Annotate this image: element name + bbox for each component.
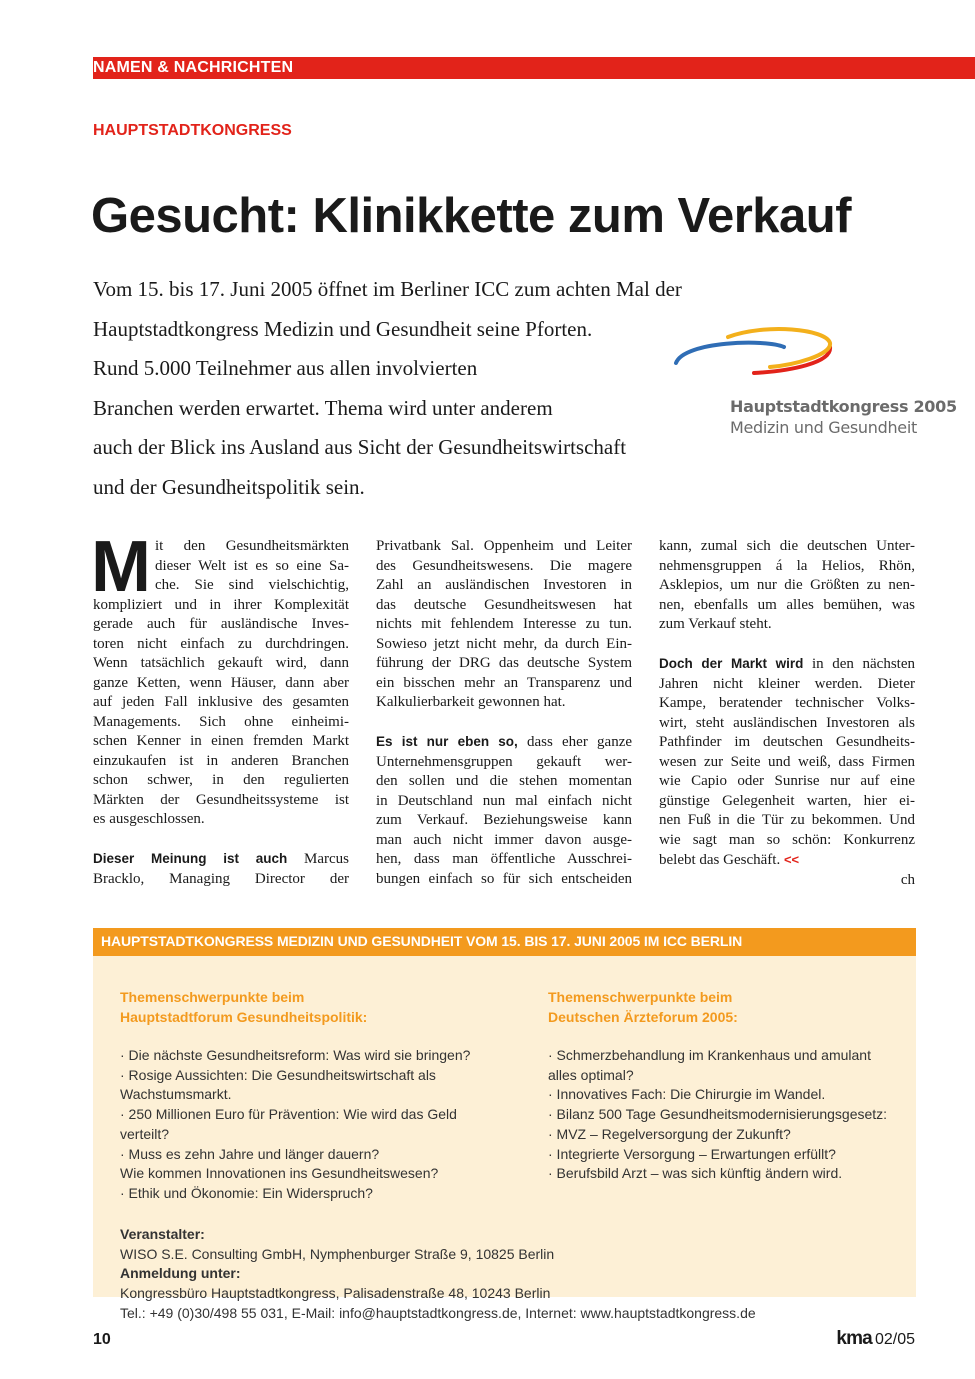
- body-line: Kampe, beratender technischer Volks-: [659, 695, 915, 711]
- body-line: wesen zur Seite und weiß, dass Firmen: [659, 753, 915, 770]
- body-line: Kalkulierbarkeit gewonnen hat.: [376, 694, 566, 710]
- infobox-footer: [120, 1225, 756, 1324]
- list-item: verteilt?: [120, 1125, 170, 1142]
- body-line: ganze Ketten, wenn Häuser, dann aber: [93, 674, 349, 691]
- body-line: kann, zumal sich die deutschen Unter-: [659, 538, 915, 554]
- article-lead: [93, 270, 713, 507]
- body-line: kompliziert und in ihrer Komplexität: [93, 596, 349, 613]
- body-line: schen Kenner in einen fremden Markt: [93, 733, 349, 749]
- article-column-1: [91, 527, 349, 889]
- body-line: Dieser Meinung ist auch Marcus: [93, 851, 349, 867]
- body-line: auf jeden Fall inklusive des gesamten: [93, 694, 349, 710]
- body-line: Es ist nur eben so, dass eher ganze: [376, 734, 633, 750]
- body-line: Privatbank Sal. Oppenheim und Leiter: [376, 538, 632, 554]
- magazine-logo: kma: [836, 1328, 872, 1349]
- article-kicker: HAUPTSTADTKONGRESS: [93, 122, 292, 139]
- body-line: Pathfinder im deutschen Gesundheits-: [659, 734, 915, 750]
- paragraph-lead-in: Doch der Markt wird: [659, 656, 804, 671]
- body-line: wirt, steht ausländischen Investoren als: [659, 714, 915, 731]
- body-line: bungen einfach so für sich entscheiden: [376, 870, 632, 887]
- body-line: hen, dass man öffentliche Ausschrei-: [376, 851, 632, 867]
- body-line: es ausgeschlossen.: [93, 811, 205, 827]
- body-line: zum Verkauf steht.: [659, 616, 772, 632]
- infobox-left-list: [120, 1046, 470, 1204]
- logo-title: Hauptstadtkongress 2005: [730, 397, 957, 416]
- paragraph-lead-in: Dieser Meinung ist auch: [93, 851, 288, 866]
- body-line: man auch nicht immer davon ausge-: [376, 831, 632, 848]
- issue-number: 02/05: [874, 1331, 915, 1348]
- lead-line: Vom 15. bis 17. Juni 2005 öffnet im Berliner ICC zum achten Mal der: [93, 277, 682, 301]
- page-number: 10: [93, 1331, 111, 1348]
- body-line: toren nicht einfach zu durchdringen.: [93, 635, 349, 652]
- body-line: it den Gesundheitsmärkten: [154, 538, 349, 554]
- list-item: · Rosige Aussichten: Die Gesundheitswirtschaft als: [120, 1066, 436, 1083]
- section-label: NAMEN & NACHRICHTEN: [93, 59, 294, 76]
- body-line: nen Fuß in die Tür zu bekommen. Und: [659, 812, 915, 828]
- body-line: nen, ebenfalls um alles bemühen, was: [659, 596, 915, 613]
- end-mark: <<: [783, 852, 800, 867]
- body-line: Wenn tatsächlich gekauft wird, dann: [93, 655, 349, 671]
- section-bar: [93, 57, 975, 79]
- lead-line: Rund 5.000 Teilnehmer aus allen involvierten: [93, 356, 478, 380]
- body-line: in Deutschland nun mal einfach nicht: [376, 792, 632, 809]
- paragraph-lead-in: Es ist nur eben so,: [376, 734, 518, 749]
- list-item: · MVZ – Regelversorgung der Zukunft?: [548, 1125, 791, 1142]
- list-item: · Bilanz 500 Tage Gesundheitsmodernisierungsgesetz:: [548, 1106, 888, 1123]
- body-line: nehmensgruppen á la Helios, Rhön,: [659, 557, 915, 574]
- registration-line: Anmeldung unter: Kongressbüro Hauptstadtkongress, Palisadenstraße 48, 10243 Berlin: [120, 1265, 551, 1302]
- contact-line: Tel.: +49 (0)30/498 55 031, E-Mail: info@hauptstadtkongress.de, Internet: www.hauptstadtkongress.de: [120, 1304, 756, 1321]
- list-item: · Berufsbild Arzt – was sich künftig ändern wird.: [548, 1165, 843, 1182]
- body-line: zum Verkauf. Beziehungsweise kann: [376, 812, 632, 828]
- body-line: des Gesundheitswesens. Die magere: [376, 557, 632, 574]
- body-line: einzukaufen ist in anderen Branchen: [93, 752, 349, 769]
- body-line: wie sagt man so schön: Konkurrenz: [659, 831, 915, 848]
- list-item: Wachstumsmarkt.: [120, 1086, 232, 1103]
- author-initials: ch: [900, 871, 915, 888]
- infobox-right-heading: Themenschwerpunkte beim Deutschen Ärzteforum 2005:: [548, 989, 738, 1025]
- lead-line: Branchen werden erwartet. Thema wird unter anderem: [93, 395, 553, 420]
- article-headline: Gesucht: Klinikkette zum Verkauf: [91, 189, 852, 243]
- body-line: Märkten der Gesundheitssysteme ist: [93, 791, 349, 808]
- body-line: Asklepios, um nur die Größten zu nen-: [659, 577, 915, 593]
- organizer-line: Veranstalter: WISO S.E. Consulting GmbH, Nymphenburger Straße 9, 10825 Berlin: [120, 1226, 555, 1262]
- lead-line: auch der Blick ins Ausland aus Sicht der Gesundheitswirtschaft: [93, 435, 627, 459]
- list-item: · Die nächste Gesundheitsreform: Was wird sie bringen?: [120, 1047, 471, 1063]
- lead-line: und der Gesundheitspolitik sein.: [93, 474, 365, 499]
- body-line: nichts mit fehlendem Interesse zu tun.: [376, 616, 632, 632]
- congress-logo: [670, 325, 960, 445]
- body-line: Unternehmensgruppen gekauft wer-: [376, 753, 632, 770]
- body-line: che. Sie sind vielschichtig,: [154, 577, 349, 593]
- body-line: ein bisschen mehr an Transparenz und: [376, 674, 632, 691]
- list-item: · Schmerzbehandlung im Krankenhaus und amulant: [548, 1047, 871, 1063]
- body-line: Managements. Sich ohne einheimi-: [93, 713, 349, 730]
- list-item: · Muss es zehn Jahre und länger dauern?: [120, 1145, 380, 1162]
- list-item: · Integrierte Versorgung – Erwartungen erfüllt?: [548, 1145, 836, 1162]
- body-line: Bracklo, Managing Director der: [93, 870, 349, 887]
- infobox-title: HAUPTSTADTKONGRESS MEDIZIN UND GESUNDHEIT VOM 15. BIS 17. JUNI 2005 IM ICC BERLIN: [101, 933, 743, 949]
- body-line: das deutsche Gesundheitswesen hat: [376, 596, 632, 613]
- list-item: · Innovatives Fach: Die Chirurgie im Wandel.: [548, 1086, 826, 1103]
- body-line: dieser Welt ist es so eine Sa-: [154, 557, 349, 574]
- list-item: Wie kommen Innovationen ins Gesundheitswesen?: [120, 1165, 439, 1182]
- infobox-right-list: [548, 1046, 887, 1184]
- drop-cap: M: [91, 527, 151, 607]
- body-line: den sollen und die stehen momentan: [376, 773, 632, 789]
- logo-arcs-icon: [670, 325, 840, 385]
- article-column-3: [659, 537, 915, 890]
- body-line: gerade auch für ausländische Inves-: [93, 616, 349, 632]
- body-line: günstige Gelegenheit warten, hier ei-: [659, 792, 915, 809]
- body-line: Jahren nicht kleiner werden. Dieter: [659, 675, 915, 692]
- body-line: wie Capio oder Sunrise nur auf eine: [659, 773, 915, 789]
- infobox: [93, 956, 916, 1321]
- body-line: Sowieso jetzt nicht mehr, da durch Ein-: [376, 635, 632, 652]
- article-column-2: [376, 537, 632, 889]
- magazine-footer: [836, 1328, 915, 1350]
- list-item: · 250 Millionen Euro für Prävention: Wie wird das Geld: [120, 1106, 457, 1123]
- body-line: Doch der Markt wird in den nächsten: [659, 656, 915, 672]
- lead-line: Hauptstadtkongress Medizin und Gesundheit seine Pforten.: [93, 316, 593, 341]
- body-line: führung der DRG das deutsche System: [376, 655, 632, 671]
- infobox-header: [93, 928, 916, 956]
- logo-subtitle: Medizin und Gesundheit: [730, 418, 917, 437]
- list-item: alles optimal?: [548, 1066, 634, 1083]
- body-line: belebt das Geschäft. <<: [659, 852, 800, 868]
- body-line: Zahl an ausländischen Investoren in: [376, 577, 632, 593]
- infobox-left-heading: Themenschwerpunkte beim Hauptstadtforum Gesundheitspolitik:: [120, 989, 368, 1025]
- list-item: · Ethik und Ökonomie: Ein Widerspruch?: [120, 1184, 373, 1201]
- body-line: schon schwer, in den regulierten: [93, 772, 349, 788]
